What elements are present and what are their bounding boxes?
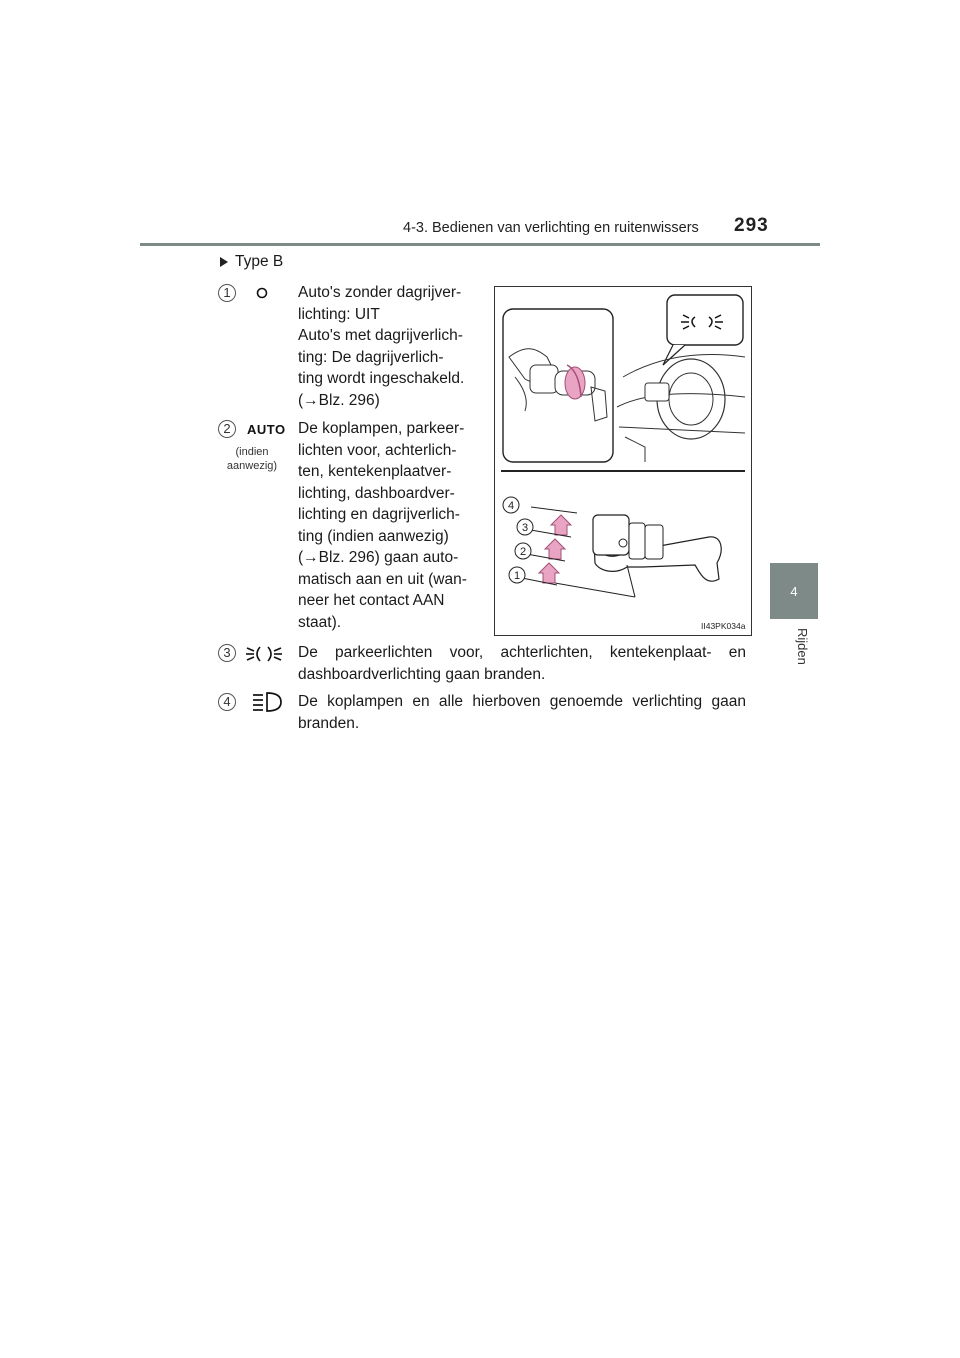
item-2-line: ting (indien aanwezig): [298, 527, 449, 545]
item-2-line: lichting, dashboardver-: [298, 484, 455, 502]
item-4-description: [298, 691, 746, 734]
item-1-line: lichting: UIT: [298, 305, 380, 323]
callout-label: 2: [519, 546, 527, 558]
item-1-description: [298, 282, 478, 411]
item-2-line: (→Blz. 296) gaan auto-: [298, 549, 459, 566]
auto-symbol: AUTO: [247, 422, 286, 437]
item-2-line: De koplampen, parkeer-: [298, 420, 465, 437]
item-2-line: ten, kentekenplaatver-: [298, 463, 452, 480]
page-number: 293: [734, 215, 769, 236]
headlight-icon: [249, 690, 283, 714]
chapter-tab[interactable]: [770, 563, 818, 619]
item-4-line: De koplampen en alle hierboven genoemde verlichting gaan: [298, 693, 746, 710]
item-1-line: (→Blz. 296): [298, 391, 380, 409]
item-1-line: Auto's met dagrijverlich-: [298, 327, 463, 344]
item-2-description: [298, 418, 478, 633]
callout-label: 1: [513, 570, 521, 582]
illustration-figure: [494, 286, 752, 636]
off-circle-icon: [255, 286, 269, 300]
availability-note: [222, 445, 282, 473]
chapter-number: 4: [790, 583, 798, 599]
item-2-line: staat).: [298, 613, 342, 631]
item-4-line: branden.: [298, 714, 360, 732]
parking-light-icon: [245, 643, 283, 665]
bullet-triangle-icon: [220, 257, 228, 267]
item-number-2: 2: [220, 421, 234, 435]
item-number-1: 1: [220, 285, 234, 299]
item-1-line: ting wordt ingeschakeld.: [298, 370, 465, 387]
availability-note-line: aanwezig): [226, 460, 278, 472]
item-2-line: matisch aan en uit (wan-: [298, 570, 467, 588]
callout-label: 4: [507, 500, 515, 512]
lever-illustration: [495, 287, 751, 635]
item-1-line: ting: De dagrijverlich-: [298, 348, 444, 366]
item-1-line: Auto's zonder dagrijver-: [298, 284, 462, 301]
section-header: 4-3. Bedienen van verlichting en ruitenwissers: [403, 220, 699, 236]
item-number-3: 3: [220, 645, 234, 659]
item-3-description: [298, 642, 746, 685]
type-heading: [220, 253, 283, 271]
figure-code: II43PK034a: [701, 621, 746, 631]
item-2-line: neer het contact AAN: [298, 592, 445, 609]
item-3-line: De parkeerlichten voor, achterlichten, kentekenplaat- en: [298, 644, 746, 661]
type-heading-text: Type B: [235, 253, 284, 270]
item-2-line: lichten voor, achterlich-: [298, 441, 457, 459]
item-3-line: dashboardverlichting gaan branden.: [298, 665, 546, 683]
callout-label: 3: [521, 522, 529, 534]
chapter-label: Rijden: [795, 628, 810, 665]
item-number-4: 4: [220, 694, 234, 708]
availability-note-line: (indien: [235, 446, 269, 458]
item-2-line: lichting en dagrijverlich-: [298, 506, 460, 523]
header-divider: [140, 243, 820, 246]
